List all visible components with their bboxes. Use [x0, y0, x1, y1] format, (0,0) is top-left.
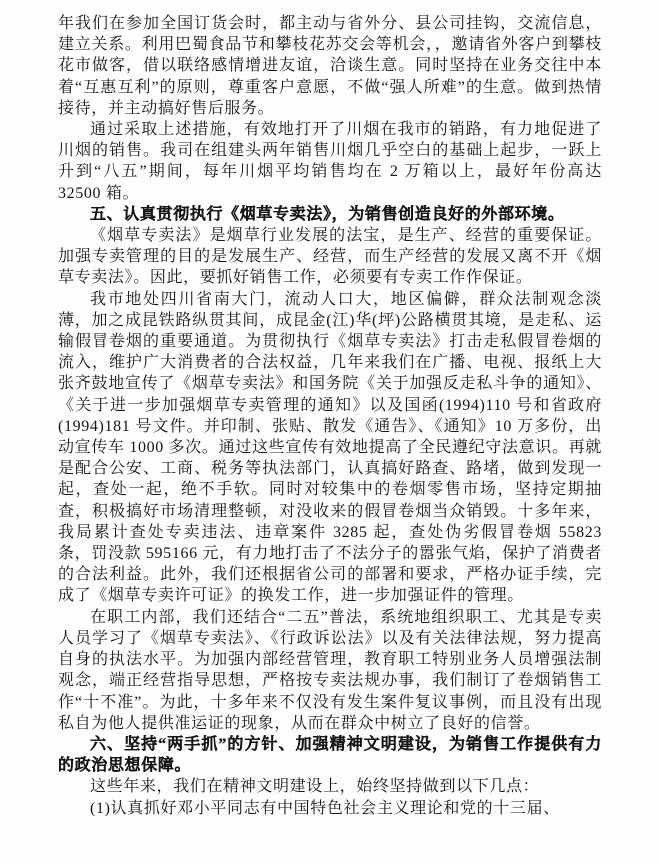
section-heading-five: 五、认真贯彻执行《烟草专卖法》，为销售创造良好的外部环境。: [90, 205, 565, 223]
section-heading-six: 六、坚持“两手抓”的方针、加强精神文明建设，为销售工作提供有力的政治思想保障。: [58, 735, 602, 775]
paragraph-spiritual-civilization-intro: 这些年来，我们在精神文明建设上，始终坚持做到以下几点：: [90, 778, 540, 796]
paragraph-sales-liaison-continuation: 年我们在参加全国订货会时，都主动与省外分、县公司挂钩，交流信息，建立关系。利用巴蜀食品节和攀枝花苏交会等机会，，邀请省外客户到攀枝花市做客，借以联络感情增进友谊，洽谈生意。同时坚持在业务交往中本着“互惠互利”的原则，尊重客户意愿，不做“强人所难”的生意。做到热情接待，并主动搞好售后服务。: [58, 15, 602, 117]
paragraph-monopoly-law-importance: 《烟草专卖法》是烟草行业发展的法宝，是生产、经营的重要保证。加强专卖管理的目的是发展生产、经营，而生产经营的发展又离不开《烟草专卖法》。因此，要抓好销售工作，必须要有专卖工作作保证。: [58, 227, 602, 287]
paragraph-sales-results: 通过采取上述措施，有效地打开了川烟在我市的销路，有力地促进了川烟的销售。我司在组建头两年销售川烟几乎空白的基础上起步，一跃上升到“八五”期间，每年川烟平均销售均在 2 万箱以上，最好年份高达 32500 箱。: [58, 121, 602, 202]
paragraph-enforcement-measures: 我市地处四川省南大门，流动人口大，地区偏僻，群众法制观念淡薄，加之成昆铁路纵贯其间，成昆金(江)华(坪)公路横贯其境，是走私、运输假冒卷烟的重要通道。为贯彻执行《烟草专卖法》打击走私假冒卷烟的流入，维护广大消费者的合法权益，几年来我们在广播、电视、报纸上大张齐鼓地宣传了《烟草专卖法》和国务院《关于加强反走私斗争的通知》、《关于进一步加强烟草专卖管理的通知》以及国函(1994)110 号和省政府(1994)181 号文件。并印制、张贴、散发《通告》、《通知》10 万多份，出动宣传车 1000 多次。通过这些宣传有效地提高了全民遵纪守法意识。再就是配合公安、工商、税务等执法部门，认真搞好路查、路堵，做到发现一起，查处一起，绝不手软。同时对较集中的卷烟零售市场，坚持定期抽查，积极搞好市场清理整顿，对没收来的假冒卷烟当众销毁。十多年来，我局累计查处专卖违法、违章案件 3285 起，查处伪劣假冒卷烟 55823 条，罚没款 595166 元，有力地打击了不法分子的嚣张气焰，保护了消费者的合法利益。此外，我们还根据省公司的部署和要求，严格办证手续，完成了《烟草专卖许可证》的换发工作，进一步加强证件的管理。: [58, 290, 602, 605]
paragraph-point-one: (1)认真抓好邓小平同志有中国特色社会主义理论和党的十三届、: [90, 799, 560, 817]
paragraph-staff-legal-education: 在职工内部，我们还结合“二五”普法，系统地组织职工、尤其是专卖人员学习了《烟草专卖法》、《行政诉讼法》以及有关法律法规，努力提高自身的执法水平。为加强内部经营管理，教育职工特别业务人员增强法制观念，端正经营指导思想，严格按专卖法规办事，我们制订了卷烟销售工作“十不准”。为此，十多年来不仅没有发生案件复议事例，而且没有出现私自为他人提供准运证的现象，从而在群众中树立了良好的信誉。: [58, 608, 602, 732]
